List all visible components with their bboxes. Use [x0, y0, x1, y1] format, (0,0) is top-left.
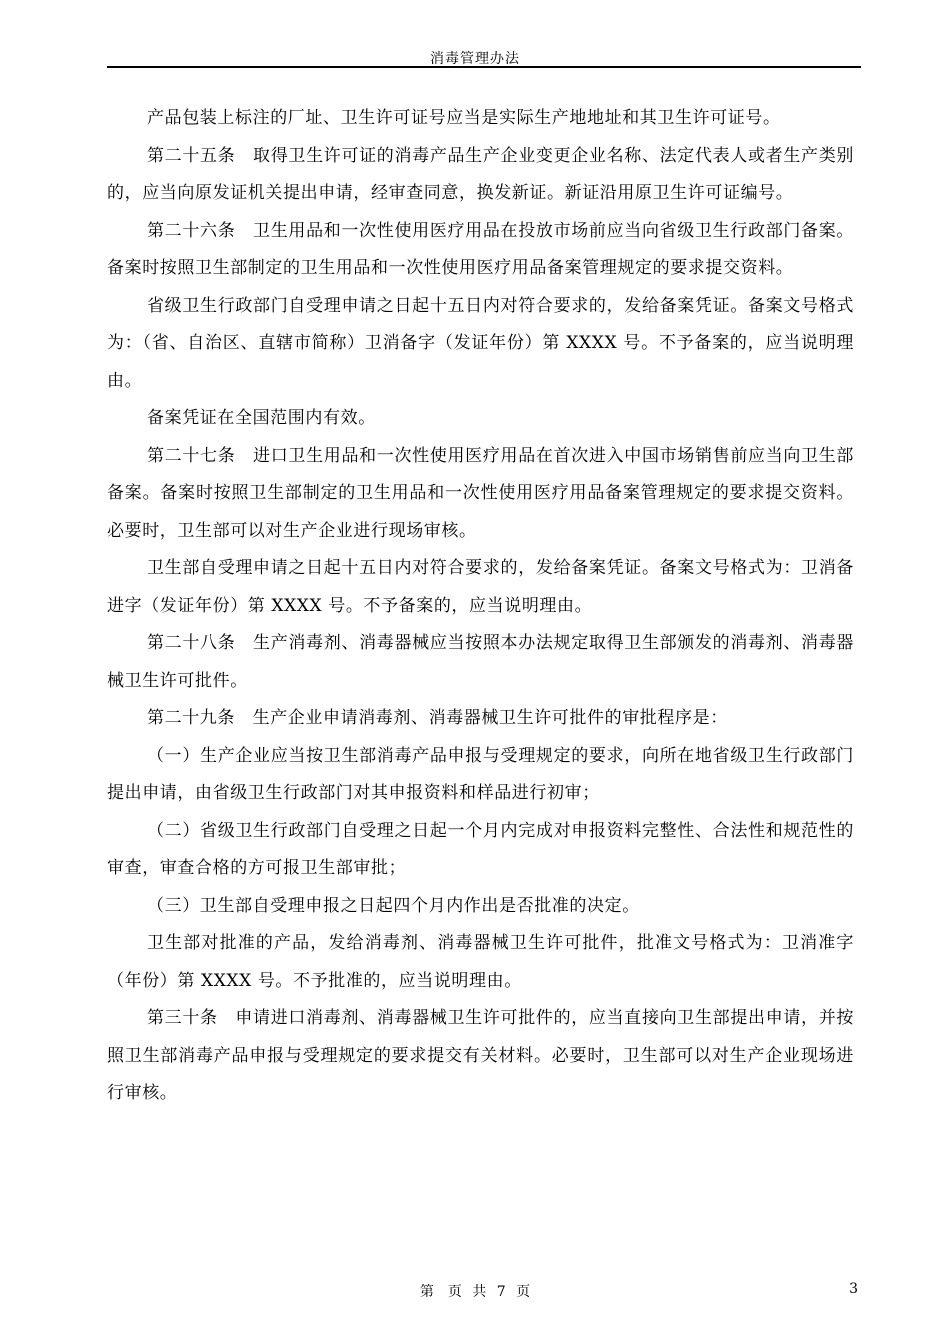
document-body	[107, 100, 854, 1113]
footer-page-count: 第 页 共 7 页	[419, 1284, 531, 1300]
paragraph: （一）生产企业应当按卫生部消毒产品申报与受理规定的要求，向所在地省级卫生行政部门提出申请，由省级卫生行政部门对其申报资料和样品进行初审；	[107, 745, 854, 803]
paragraph: 第二十六条 卫生用品和一次性使用医疗用品在投放市场前应当向省级卫生行政部门备案。备案时按照卫生部制定的卫生用品和一次性使用医疗用品备案管理规定的要求提交资料。	[107, 220, 854, 278]
footer-page-number: 3	[849, 1281, 858, 1297]
paragraph: 第二十七条 进口卫生用品和一次性使用医疗用品在首次进入中国市场销售前应当向卫生部备案。备案时按照卫生部制定的卫生用品和一次性使用医疗用品备案管理规定的要求提交资料。必要时，卫生部可以对生产企业进行现场审核。	[107, 445, 854, 541]
paragraph: （二）省级卫生行政部门自受理之日起一个月内完成对申报资料完整性、合法性和规范性的审查，审查合格的方可报卫生部审批；	[107, 820, 854, 878]
paragraph: （三）卫生部自受理申报之日起四个月内作出是否批准的决定。	[147, 895, 640, 916]
paragraph: 第二十八条 生产消毒剂、消毒器械应当按照本办法规定取得卫生部颁发的消毒剂、消毒器械卫生许可批件。	[107, 633, 854, 691]
paragraph: 第二十九条 生产企业申请消毒剂、消毒器械卫生许可批件的审批程序是：	[147, 708, 728, 728]
paragraph: 卫生部对批准的产品，发给消毒剂、消毒器械卫生许可批件，批准文号格式为：卫消准字（年份）第 XXXX 号。不予批准的，应当说明理由。	[107, 933, 854, 991]
paragraph: 第三十条 申请进口消毒剂、消毒器械卫生许可批件的，应当直接向卫生部提出申请，并按照卫生部消毒产品申报与受理规定的要求提交有关材料。必要时，卫生部可以对生产企业现场进行审核。	[107, 1008, 854, 1103]
paragraph: 第二十五条 取得卫生许可证的消毒产品生产企业变更企业名称、法定代表人或者生产类别的，应当向原发证机关提出申请，经审查同意，换发新证。新证沿用原卫生许可证编号。	[107, 145, 854, 203]
paragraph: 产品包装上标注的厂址、卫生许可证号应当是实际生产地地址和其卫生许可证号。	[147, 108, 781, 128]
paragraph: 省级卫生行政部门自受理申请之日起十五日内对符合要求的，发给备案凭证。备案文号格式为：（省、自治区、直辖市简称）卫消备字（发证年份）第 XXXX 号。不予备案的，应当说明理由。	[107, 295, 854, 391]
page-header-title: 消毒管理办法	[430, 51, 520, 67]
header-divider	[107, 66, 861, 68]
paragraph: 备案凭证在全国范围内有效。	[147, 408, 376, 428]
paragraph: 卫生部自受理申请之日起十五日内对符合要求的，发给备案凭证。备案文号格式为：卫消备进字（发证年份）第 XXXX 号。不予备案的，应当说明理由。	[107, 558, 854, 616]
